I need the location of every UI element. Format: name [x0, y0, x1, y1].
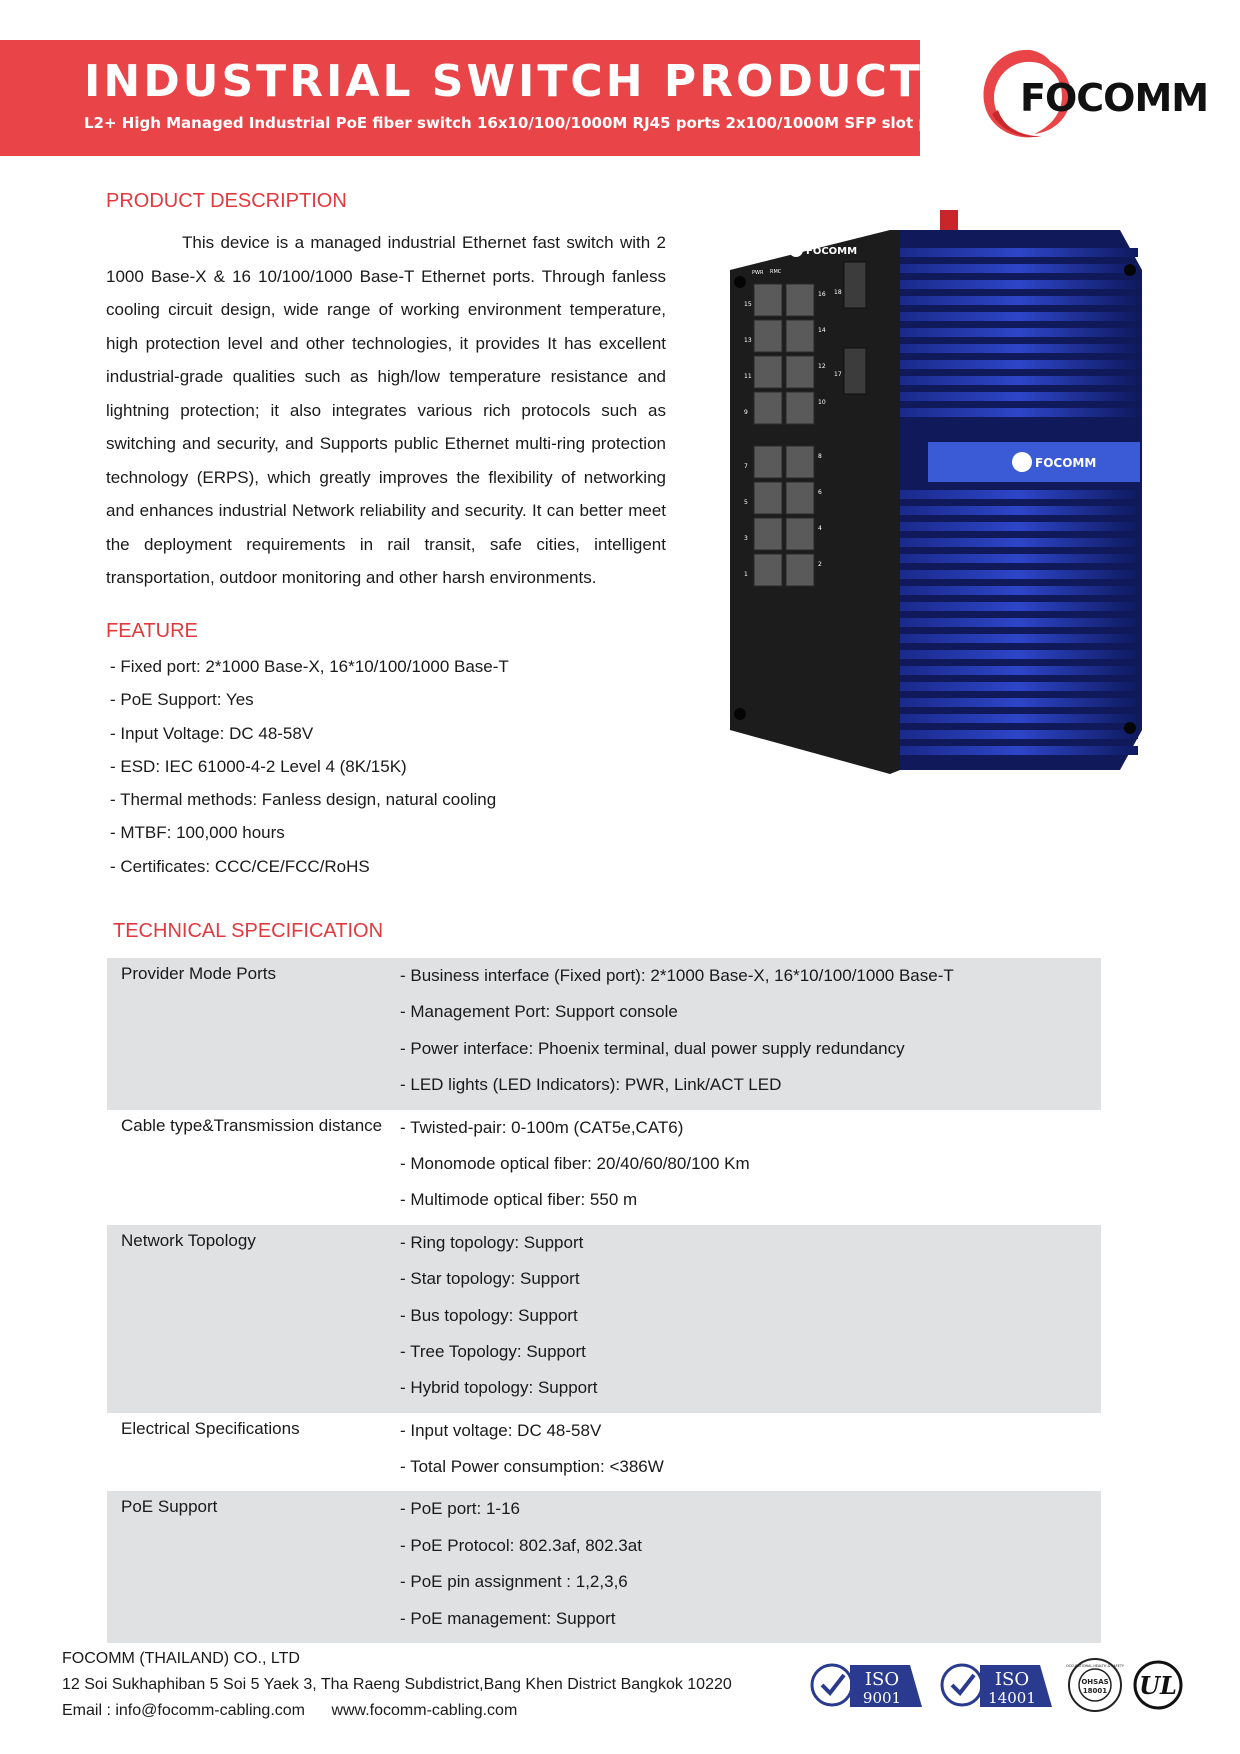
port-number: 6	[818, 489, 822, 496]
header-banner	[0, 40, 963, 156]
spec-item: - Star topology: Support	[400, 1269, 580, 1289]
iso-9001-badge	[810, 1655, 922, 1715]
sfp-label: 18	[834, 289, 842, 296]
spec-table	[107, 958, 1101, 1643]
page-subtitle: L2+ High Managed Industrial PoE fiber switch 16x10/100/1000M RJ45 ports 2x100/1000M SFP slot ports	[84, 114, 963, 132]
spec-group-label: Cable type&Transmission distance	[121, 1115, 383, 1135]
port-number: 4	[818, 525, 822, 532]
ohsas-ring-text: OCCUPATIONAL HEALTH & SAFETY	[1066, 1664, 1124, 1668]
port-number: 5	[744, 499, 748, 506]
power-terminal	[940, 210, 958, 232]
spec-group-cable-type	[107, 1110, 1101, 1225]
spec-group-label: PoE Support	[121, 1497, 218, 1517]
port-number: 10	[818, 399, 826, 406]
ohsas-number: 18001	[1082, 1687, 1108, 1695]
port-number: 9	[744, 409, 748, 416]
product-description-heading: PRODUCT DESCRIPTION	[106, 190, 347, 212]
nameplate-logo-icon	[1012, 452, 1032, 472]
feature-item: - Input Voltage: DC 48-58V	[110, 723, 314, 743]
spec-item: - Input voltage: DC 48-58V	[400, 1420, 602, 1440]
product-image	[710, 210, 1148, 774]
port-number: 3	[744, 535, 748, 542]
spec-item: - Twisted-pair: 0-100m (CAT5e,CAT6)	[400, 1117, 684, 1137]
ul-label: UL	[1139, 1671, 1177, 1700]
spec-group-label: Electrical Specifications	[121, 1418, 300, 1438]
ohsas-18001-badge	[1066, 1655, 1124, 1715]
focomm-logo	[970, 40, 1220, 150]
port-number: 14	[818, 327, 826, 334]
feature-item: - MTBF: 100,000 hours	[110, 823, 285, 843]
feature-item: - Thermal methods: Fanless design, natural cooling	[110, 790, 497, 810]
product-description-text: This device is a managed industrial Ethernet fast switch with 2 1000 Base-X & 16 10/100/1000 Base-T Ethernet ports. Through fanless cooling circuit design, wide range of working environment temperature, high protection level and other technologies, it provides It has excellent industrial-grade qualities such as high/low temperature resistance and lightning protection; it also integrates various rich protocols such as switching and security, and Supports public Ethernet multi-ring protection technology (ERPS), which greatly improves the flexibility of networking and enhances industrial Network reliability and security. It can better meet the deployment requirements in rail transit, safe cities, intelligent transportation, outdoor monitoring and other harsh environments.	[106, 233, 666, 587]
led-label-rmc: RMC	[770, 269, 782, 275]
port-number: 15	[744, 301, 752, 308]
iso-number: 9001	[862, 1689, 902, 1707]
feature-list	[110, 650, 509, 883]
spec-item: - Business interface (Fixed port): 2*1000 Base-X, 16*10/100/1000 Base-T	[400, 966, 954, 985]
ul-badge	[1130, 1655, 1186, 1715]
panel-logo-icon	[789, 243, 803, 257]
port-number: 16	[818, 291, 826, 298]
email-link[interactable]: Email : info@focomm-cabling.com	[62, 1702, 305, 1719]
spec-item: - Multimode optical fiber: 550 m	[400, 1190, 638, 1210]
spec-item: - PoE port: 1-16	[400, 1499, 521, 1519]
spec-item: - PoE pin assignment : 1,2,3,6	[400, 1572, 628, 1592]
spec-group-electrical	[107, 1413, 1101, 1492]
ohsas-label: OHSAS	[1081, 1678, 1109, 1686]
spec-item: - Total Power consumption: <386W	[400, 1457, 664, 1477]
led-label-pwr: PWR	[752, 270, 764, 276]
port-number: 11	[744, 373, 752, 380]
port-number: 2	[818, 561, 822, 568]
technical-specification-heading: TECHNICAL SPECIFICATION	[113, 920, 384, 942]
spec-group-poe-support	[107, 1491, 1101, 1643]
feature-item: - Certificates: CCC/CE/FCC/RoHS	[110, 856, 370, 876]
port-number: 8	[818, 453, 822, 460]
spec-group-label: Network Topology	[121, 1230, 256, 1250]
spec-item: - Bus topology: Support	[400, 1305, 578, 1325]
port-number: 13	[744, 337, 752, 344]
panel-brand: FOCOMM	[806, 246, 858, 257]
company-name: FOCOMM (THAILAND) CO., LTD	[62, 1650, 300, 1667]
spec-group-label: Provider Mode Ports	[121, 964, 276, 983]
iso-label: ISO	[864, 1669, 900, 1690]
brand-name: FOCOMM	[1020, 76, 1209, 120]
nameplate	[928, 442, 1140, 482]
feature-item: - PoE Support: Yes	[110, 690, 254, 710]
spec-group-network-topology	[107, 1225, 1101, 1413]
spec-item: - Monomode optical fiber: 20/40/60/80/100 Km	[400, 1153, 750, 1173]
website-link[interactable]: www.focomm-cabling.com	[331, 1702, 518, 1719]
spec-item: - PoE Protocol: 802.3af, 802.3at	[400, 1535, 642, 1555]
spec-item: - Tree Topology: Support	[400, 1341, 586, 1361]
spec-item: - Power interface: Phoenix terminal, dual power supply redundancy	[400, 1038, 905, 1058]
spec-group-provider-mode-ports	[107, 958, 1101, 1110]
spec-item: - Management Port: Support console	[400, 1002, 678, 1022]
iso-number: 14001	[988, 1689, 1036, 1707]
port-number: 1	[744, 571, 748, 578]
footer	[62, 1650, 732, 1728]
spec-item: - Hybrid topology: Support	[400, 1378, 598, 1398]
port-number: 7	[744, 463, 748, 470]
feature-item: - Fixed port: 2*1000 Base-X, 16*10/100/1000 Base-T	[110, 657, 509, 676]
page-title: INDUSTRIAL SWITCH PRODUCTS	[84, 56, 958, 107]
spec-item: - PoE management: Support	[400, 1608, 616, 1628]
company-address: 12 Soi Sukhaphiban 5 Soi 5 Yaek 3, Tha Raeng Subdistrict,Bang Khen District Bangkok 10220	[62, 1676, 732, 1693]
iso-label: ISO	[994, 1669, 1030, 1690]
spec-item: - LED lights (LED Indicators): PWR, Link/ACT LED	[400, 1075, 782, 1095]
feature-item: - ESD: IEC 61000-4-2 Level 4 (8K/15K)	[110, 756, 407, 776]
port-number: 12	[818, 363, 826, 370]
nameplate-brand: FOCOMM	[1035, 456, 1097, 470]
iso-14001-badge	[940, 1655, 1052, 1715]
spec-item: - Ring topology: Support	[400, 1232, 584, 1252]
feature-heading: FEATURE	[106, 620, 198, 642]
sfp-label: 17	[834, 371, 842, 378]
